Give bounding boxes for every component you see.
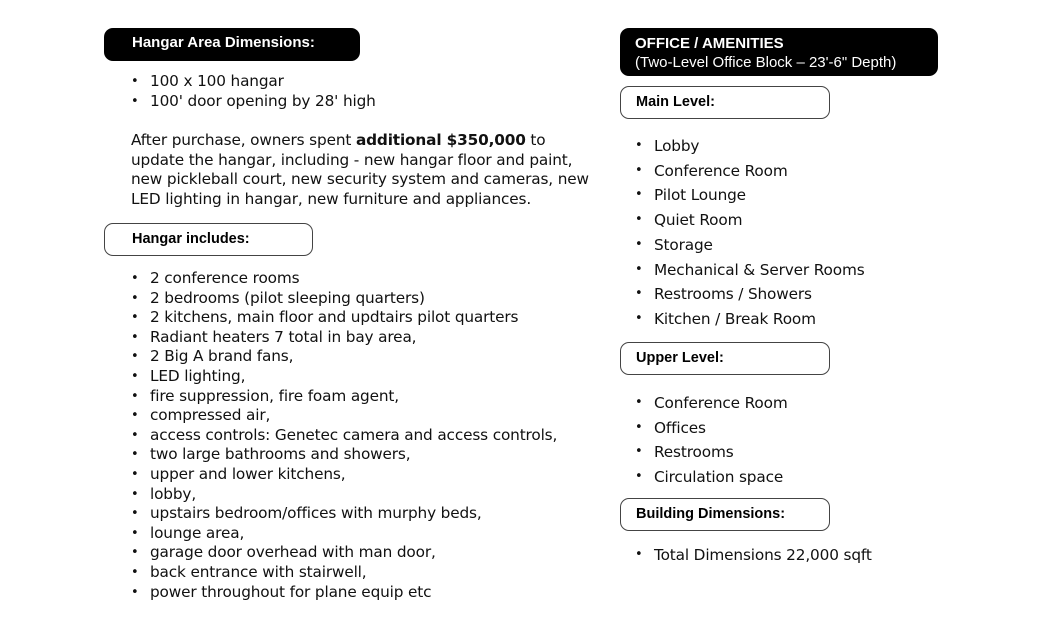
list-item: • 2 conference rooms [131, 269, 557, 289]
list-item: • Lobby [635, 134, 865, 159]
office-amenities-subtitle: (Two-Level Office Block – 23'-6" Depth) [635, 54, 897, 71]
hangar-area-list [131, 72, 376, 111]
list-item: • Restrooms / Showers [635, 282, 865, 307]
office-amenities-heading [620, 28, 938, 76]
list-item: • upper and lower kitchens, [131, 465, 557, 485]
list-item: • Storage [635, 233, 865, 258]
list-item: • fire suppression, fire foam agent, [131, 387, 557, 407]
paragraph-text-before: After purchase, owners spent [131, 131, 356, 149]
hangar-includes-list [131, 269, 557, 602]
list-item: • back entrance with stairwell, [131, 563, 557, 583]
list-item: • Conference Room [635, 391, 788, 416]
list-item: • upstairs bedroom/offices with murphy beds, [131, 504, 557, 524]
list-item: • Radiant heaters 7 total in bay area, [131, 328, 557, 348]
paragraph-bold-amount: additional $350,000 [355, 131, 526, 149]
list-item: • 2 kitchens, main floor and updtairs pilot quarters [131, 308, 557, 328]
list-item: • Kitchen / Break Room [635, 307, 865, 332]
list-item: • two large bathrooms and showers, [131, 445, 557, 465]
list-item: • Circulation space [635, 465, 788, 490]
building-dimensions-list [635, 543, 872, 568]
list-item: • lobby, [131, 485, 557, 505]
main-level-list [635, 134, 865, 332]
list-item: • Mechanical & Server Rooms [635, 258, 865, 283]
paragraph-text-after: to update the hangar, including - new hangar floor and paint, new pickleball court, new security system and cameras, new LED lighting in hangar, new furniture and appliances. [131, 131, 589, 208]
building-dimensions-heading [620, 498, 830, 531]
list-item: • 100 x 100 hangar [131, 72, 376, 92]
upper-level-list [635, 391, 788, 490]
hangar-includes-heading-text: Hangar includes: [132, 231, 250, 247]
main-level-heading-text: Main Level: [636, 94, 715, 110]
main-level-heading [620, 86, 830, 119]
list-item: • Quiet Room [635, 208, 865, 233]
list-item: • 2 bedrooms (pilot sleeping quarters) [131, 289, 557, 309]
list-item: • Total Dimensions 22,000 sqft [635, 543, 872, 568]
list-item: • compressed air, [131, 406, 557, 426]
list-item: • 100' door opening by 28' high [131, 92, 376, 112]
list-item: • garage door overhead with man door, [131, 543, 557, 563]
office-amenities-title: OFFICE / AMENITIES [635, 35, 784, 52]
list-item: • Pilot Lounge [635, 183, 865, 208]
hangar-area-dimensions-heading-text: Hangar Area Dimensions: [132, 34, 315, 51]
hangar-area-dimensions-heading [104, 28, 360, 61]
upper-level-heading-text: Upper Level: [636, 350, 724, 366]
renovation-paragraph [131, 131, 601, 209]
list-item: • lounge area, [131, 524, 557, 544]
building-dimensions-heading-text: Building Dimensions: [636, 506, 786, 522]
list-item: • 2 Big A brand fans, [131, 347, 557, 367]
list-item: • access controls: Genetec camera and access controls, [131, 426, 557, 446]
upper-level-heading [620, 342, 830, 375]
list-item: • Restrooms [635, 440, 788, 465]
list-item: • Conference Room [635, 159, 865, 184]
list-item: • Offices [635, 416, 788, 441]
list-item: • LED lighting, [131, 367, 557, 387]
list-item: • power throughout for plane equip etc [131, 583, 557, 603]
hangar-includes-heading [104, 223, 313, 256]
